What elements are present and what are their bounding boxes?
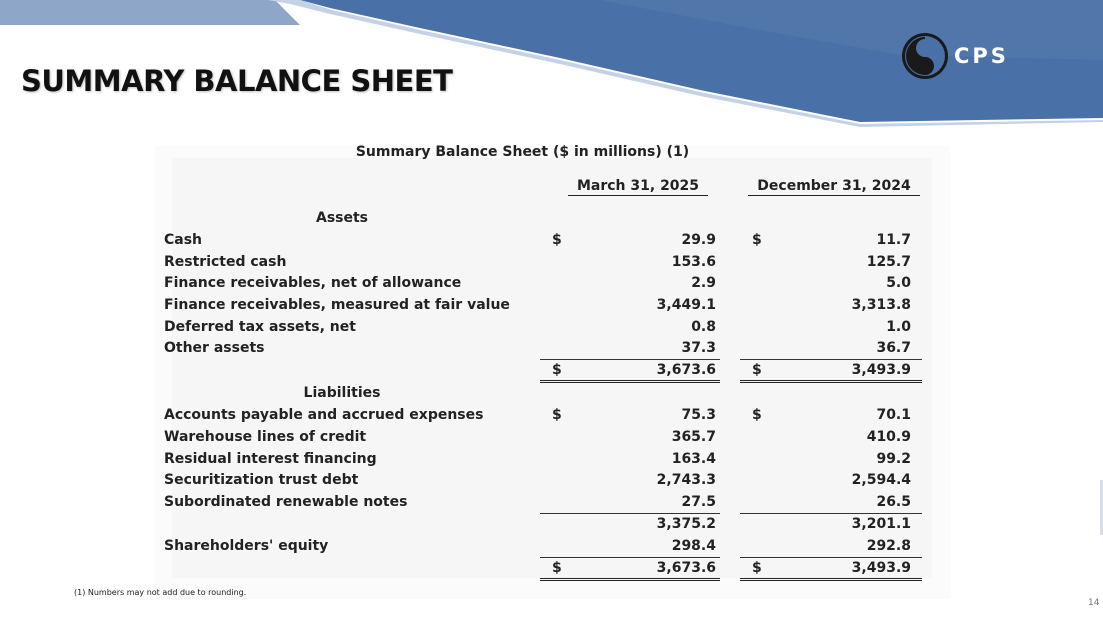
- row-label: Residual interest financing: [164, 451, 377, 467]
- total-double-rule: [540, 578, 720, 581]
- value-december-2024: 70.1: [876, 407, 911, 423]
- value-december-2024: 26.5: [876, 494, 911, 510]
- value-march-2025: 365.7: [671, 429, 716, 445]
- row-label: Subordinated renewable notes: [164, 494, 408, 510]
- dollar-sign: $: [752, 362, 762, 378]
- value-march-2025: 3,673.6: [656, 362, 716, 378]
- value-december-2024: 292.8: [866, 538, 911, 554]
- row-label: Restricted cash: [164, 254, 287, 270]
- value-march-2025: 27.5: [681, 494, 716, 510]
- section-label: Liabilities: [303, 385, 381, 401]
- value-march-2025: 37.3: [681, 340, 716, 356]
- value-december-2024: 99.2: [876, 451, 911, 467]
- section-row-assets: [0, 207, 1103, 229]
- value-march-2025: 3,449.1: [656, 297, 716, 313]
- value-december-2024: 125.7: [866, 254, 911, 270]
- column-header-december-2024: December 31, 2024: [748, 178, 920, 196]
- dollar-sign: $: [752, 232, 762, 248]
- table-row: [0, 316, 1103, 338]
- value-march-2025: 0.8: [691, 319, 716, 335]
- total-double-rule: [740, 578, 922, 581]
- dollar-sign: $: [752, 407, 762, 423]
- value-december-2024: 11.7: [876, 232, 911, 248]
- value-december-2024: 5.0: [886, 275, 911, 291]
- value-december-2024: 410.9: [866, 429, 911, 445]
- value-december-2024: 3,201.1: [851, 516, 911, 532]
- dollar-sign: $: [752, 560, 762, 576]
- dollar-sign: $: [552, 232, 562, 248]
- value-december-2024: 1.0: [886, 319, 911, 335]
- value-march-2025: 75.3: [681, 407, 716, 423]
- value-december-2024: 3,493.9: [851, 362, 911, 378]
- table-title: Summary Balance Sheet ($ in millions) (1): [355, 144, 690, 160]
- value-march-2025: 298.4: [671, 538, 716, 554]
- value-december-2024: 36.7: [876, 340, 911, 356]
- row-label: Cash: [164, 232, 203, 248]
- table-row: [0, 251, 1103, 273]
- value-march-2025: 2.9: [691, 275, 716, 291]
- section-label: Assets: [315, 210, 369, 226]
- table-row-total-assets: [0, 359, 1103, 381]
- table-row: [0, 272, 1103, 294]
- logo-text: CPS: [954, 44, 1009, 68]
- dollar-sign: $: [552, 362, 562, 378]
- table-row: [0, 469, 1103, 491]
- dollar-sign: $: [552, 407, 562, 423]
- page-number: 14: [1088, 598, 1100, 608]
- column-header-march-2025: March 31, 2025: [568, 178, 708, 196]
- value-march-2025: 163.4: [671, 451, 716, 467]
- value-march-2025: 2,743.3: [656, 472, 716, 488]
- table-row-total-liabilities: [0, 513, 1103, 535]
- value-december-2024: 3,313.8: [851, 297, 911, 313]
- table-row: [0, 448, 1103, 470]
- row-label: Warehouse lines of credit: [164, 429, 367, 445]
- table-row: [0, 491, 1103, 513]
- value-march-2025: 153.6: [671, 254, 716, 270]
- value-march-2025: 29.9: [681, 232, 716, 248]
- value-december-2024: 3,493.9: [851, 560, 911, 576]
- row-label: Other assets: [164, 340, 265, 356]
- table-row: [0, 426, 1103, 448]
- row-label: Finance receivables, measured at fair value: [164, 297, 510, 313]
- table-row: [0, 337, 1103, 359]
- section-row-liabilities: [0, 382, 1103, 404]
- cps-logo-icon: [900, 31, 950, 81]
- page-title: SUMMARY BALANCE SHEET: [21, 64, 453, 98]
- cps-logo: [900, 31, 1009, 81]
- row-label: Deferred tax assets, net: [164, 319, 356, 335]
- footnote: (1) Numbers may not add due to rounding.: [74, 588, 247, 597]
- table-row: [0, 229, 1103, 251]
- row-label: Shareholders' equity: [164, 538, 329, 554]
- value-march-2025: 3,673.6: [656, 560, 716, 576]
- row-label: Accounts payable and accrued expenses: [164, 407, 484, 423]
- row-label: Finance receivables, net of allowance: [164, 275, 462, 291]
- value-december-2024: 2,594.4: [851, 472, 911, 488]
- table-row-total-liabilities-equity: [0, 557, 1103, 579]
- table-row: [0, 535, 1103, 557]
- table-row: [0, 294, 1103, 316]
- table-row: [0, 404, 1103, 426]
- row-label: Securitization trust debt: [164, 472, 359, 488]
- dollar-sign: $: [552, 560, 562, 576]
- value-march-2025: 3,375.2: [656, 516, 716, 532]
